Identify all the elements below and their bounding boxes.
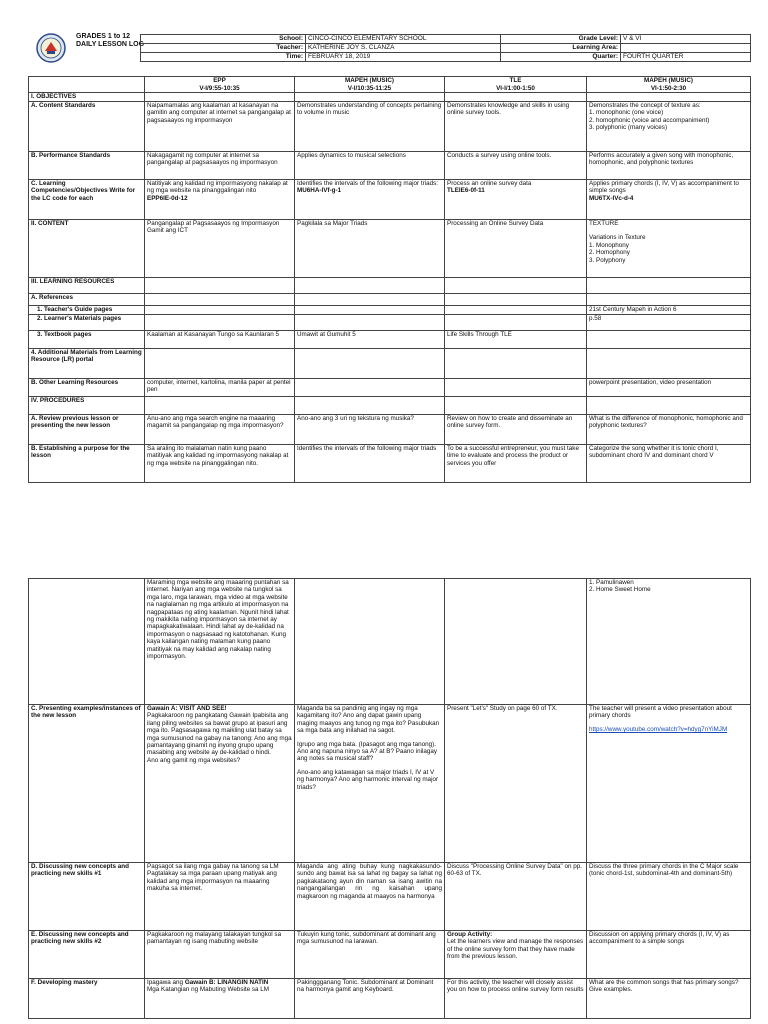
col-tle: TLE VI-I/1:00-1:50 — [445, 77, 587, 93]
area-label: Learning Area: — [501, 44, 621, 53]
time-value: FEBRUARY 18, 2019 — [306, 53, 501, 62]
table-row: C. Learning Competencies/Objectives Write for the LC code for each Natitiyak ang kalidad ng impormasyong nakalap at ng mga website na pinanggalingan nito EPP6IE-0d-12 Identifies the intervals of the following major triads: MU6HA-IVf-g-1 Process an online survey data TLEIE6-0f-11 Applies primary chords (I, IV, V) as accompaniment to simple songs MU6TX-IVc-d-4 — [29, 180, 751, 220]
teacher-label: Teacher: — [141, 44, 306, 53]
table-row: II. CONTENT Pangangalap at Pagsasaayos ng Impormasyon Gamit ang ICT Pagkilala sa Major Triads Processing an Online Survey Data TEXTURE Variations in Texture 1. Monophony 2. Homophony 3. Polyphony — [29, 220, 751, 278]
youtube-link[interactable]: https://www.youtube.com/watch?v=hdyg7nYiMJM — [589, 725, 728, 733]
table-row: C. Presenting examples/instances of the new lesson Gawain A: VISIT AND SEE! Pagkakaroon ng pangkatang Gawain Ipabisita ang ilang piling websites sa bawat grupo at ipasuri ang mga ito. Pagsasagawa ng maikling ulat batay sa mga sumusunod na gabay na tanong: Ano ang mga pamantayang ginamit ng inyong grupo upang masabing ang website ay de-kalidad o hindi. Ano ang gamit ng mga websites? Maganda ba sa pandinig ang ingay ng mga kagamitang ito? Ano ang dapat gawin upang maging maayos ang tunog ng mga ito? Pasubukan sa mga bata ang inilahad na sagot. Igrupo ang mga bata. (Ipasagot ang mga tanong). Ano ang napuna ninyo sa A? at B? Paano inilagay ang notes sa musical staff? Ano-ano ang katawagan sa major triads I, IV at V ng harmonya? Ano ang harmonic interval ng major triads? Present "Let's" Study on page 60 of TX. The teacher will present a video presentation about primary chords https://www.youtube.com/watch?v=hdyg7nYiMJM — [29, 705, 751, 863]
table-row: A. Review previous lesson or presenting the new lesson Anu-ano ang mga search engine na maaaring magamit sa pangangalap ng mga impormasyon? Ano-ano ang 3 uri ng tekstura ng musika? Review on how to create and disseminate an online survey form. What is the difference of monophonic, homophonic and polyphonic textures? — [29, 415, 751, 445]
table-row: 3. Textbook pages Kaalaman at Kasanayan Tungo sa Kaunlaran 5 Umawit at Gumuhit 5 Life Skills Through TLE — [29, 331, 751, 349]
column-header-row — [29, 77, 751, 93]
table-row: F. Developing mastery Ipagawa ang Gawain B: LINANGIN NATIN Mga Katangian ng Mabuting Website sa LM Pakinggganang Tonic. Subdominant at Dominant na harmonya gamit ang Keyboard. For this activity, the teacher will closely assist you on how to process online survey form results What are the common songs that has primary songs? Give examples. — [29, 979, 751, 1019]
col-epp: EPP V-I/9:55-10:35 — [145, 77, 295, 93]
table-row: 4. Additional Materials from Learning Resource (LR) portal — [29, 349, 751, 379]
time-label: Time: — [141, 53, 306, 62]
lesson-log-table-continued — [28, 578, 751, 1019]
table-row: B. Establishing a purpose for the lesson Sa araling ito malalaman natin kung paano matitiyak ang kalidad ng impormasyong nakalap at ng mga website na pinanggalingan nito. Identifies the intervals of the following major triads To be a successful entrepreneur, you must take time to evaluate and process the product or services you offer Categorize the song whether it is tonic chord I, subdominant chord IV and dominant chord V — [29, 445, 751, 483]
resources-heading: III. LEARNING RESOURCES — [29, 278, 145, 294]
references-heading: A. References — [29, 294, 145, 306]
log-title: GRADES 1 to 12 DAILY LESSON LOG — [76, 33, 145, 48]
grade-label: Grade Level: — [501, 35, 621, 44]
table-row: Maraming mga website ang maaaring puntahan sa internet. Nariyan ang mga website na tungkol sa mga laro, mga larawan, mga video at mga website na naglalaman ng mga artikulo at impormasyon na nagpapataas ng ating kaalaman. Ngunit hindi lahat ng makikita nating impormasyon sa internet ay mapagkakatiwalaan. Hindi lahat ay de-kalidad na impormasyon o nagsasaad ng katotohanan. Kung kaya kailangan nating malaman kung paano matitiyak na may kalidad ang nakalap nating impormasyon. 1. Pamulinawen 2. Home Sweet Home — [29, 579, 751, 705]
col-mapeh-vi: MAPEH (MUSIC) VI-1:50-2:30 — [587, 77, 751, 93]
school-info-table — [140, 34, 751, 62]
deped-seal-logo — [36, 33, 66, 63]
area-value — [621, 44, 751, 53]
procedures-heading: IV. PROCEDURES — [29, 397, 145, 415]
lesson-log-table — [28, 76, 751, 483]
table-row: A. Content Standards Naipamamalas ang kaalaman at kasanayan na gamitin ang computer at internet sa pangangalap at pagsasaayos ng impormasyon Demonstrates understanding of concepts pertaining to volume in music Demonstrates knowledge and skills in using online survey tools. Demonstrates the concept of texture as: 1. monophonic (one voice) 2. homophonic (voice and accompaniment) 3. polyphonic (many voices) — [29, 102, 751, 152]
school-label: School: — [141, 35, 306, 44]
table-row: 1. Teacher's Guide pages 21st Century Mapeh in Action 6 — [29, 306, 751, 315]
table-row: E. Discussing new concepts and practicing new skills #2 Pagkakaroon ng malayang talakayan tungkol sa pamantayan ng isang mabuting website Tukuyin kung tonic, subdominant at dominant ang mga sumusunod na larawan. Group Activity: Let the learners view and manage the responses of the online survey form that they have made from the previous lesson. Discussion on applying primary chords (I, IV, V) as accompaniment to a simple songs — [29, 931, 751, 979]
table-row: B. Performance Standards Nakagagamit ng computer at internet sa pangangalap at pagsasaayos ng impormasyon Applies dynamics to musical selections Conducts a survey using online tools. Performs accurately a given song with monophonic, homophonic, and polyphonic textures — [29, 152, 751, 180]
teacher-value: KATHERINE JOY S. CLANZA — [306, 44, 501, 53]
col-mapeh-v: MAPEH (MUSIC) V-I/10:35-11:25 — [295, 77, 445, 93]
table-row: 2. Learner's Materials pages p.58 — [29, 315, 751, 331]
objectives-heading: I. OBJECTIVES — [29, 93, 145, 102]
quarter-label: Quarter: — [501, 53, 621, 62]
grade-value: V & VI — [621, 35, 751, 44]
school-value: CINCO-CINCO ELEMENTARY SCHOOL — [306, 35, 501, 44]
quarter-value: FOURTH QUARTER — [621, 53, 751, 62]
table-row: D. Discussing new concepts and practicing new skills #1 Pagsagot sa ilang mga gabay na tanong sa LM Pagtalakay sa mga paraan upang matiyak ang kalidad ang mga impormasyon na maaaring makuha sa internet. Maganda ang ating buhay kung nagkakasundo-sundo ang bawat isa sa lahat ng bagay sa lahat ng pagkakataong ayun din naman sa isang awitin na nangangailangan rin ng kaisahan upang magkaroon ng maganda at maayos na harmonya Discuss "Processing Online Survey Data" on pp. 60-63 of TX. Discuss the three primary chords in the C Major scale (tonic chord-1st, subdominat-4th and dominant-5th) — [29, 863, 751, 931]
table-row: B. Other Learning Resources computer, internet, kartolina, manila paper at pentel pen powerpoint presentation, video presentation — [29, 379, 751, 397]
